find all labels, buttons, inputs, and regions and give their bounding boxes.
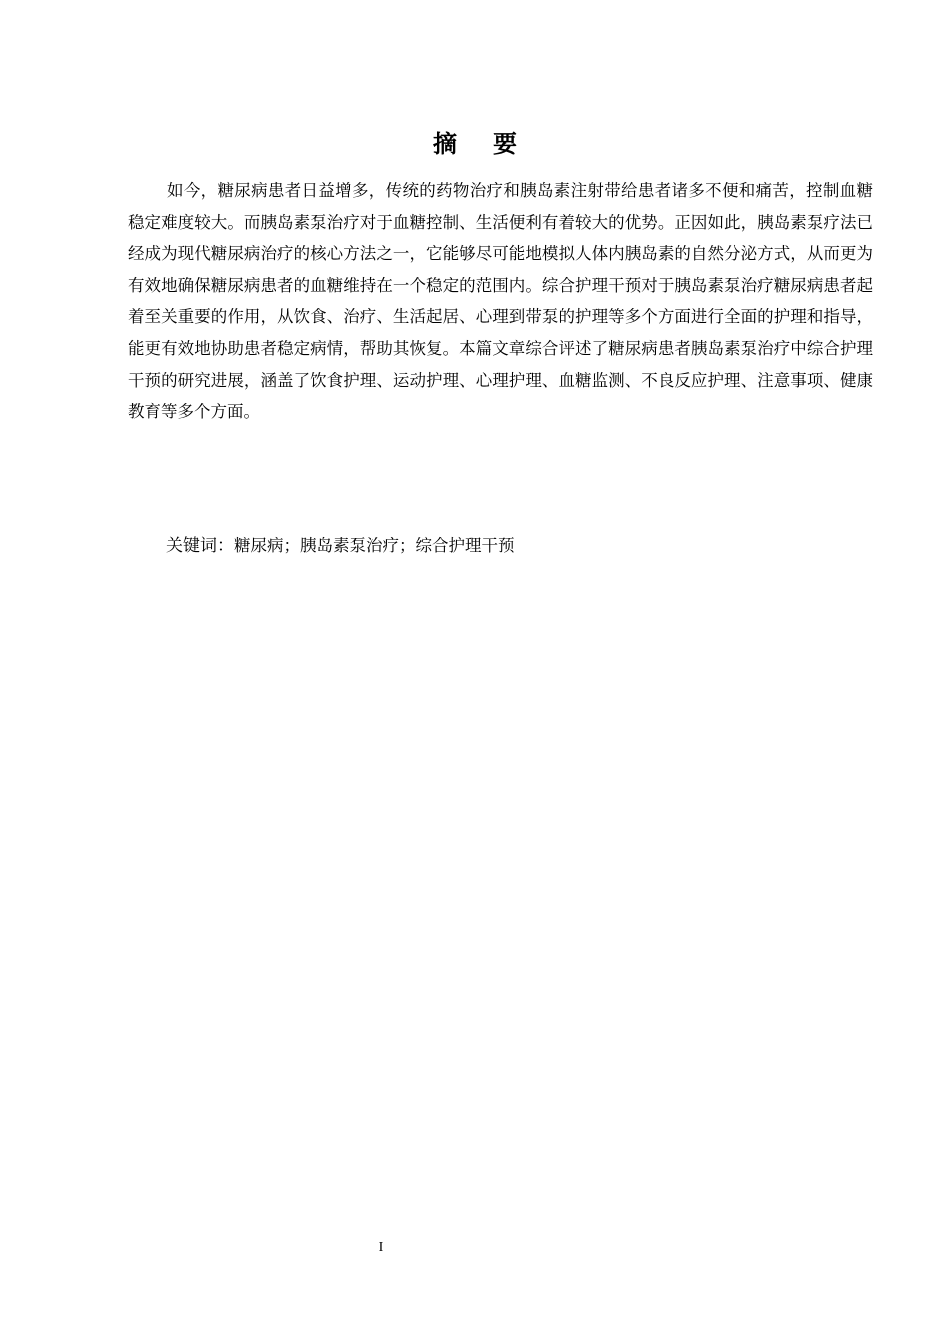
- keywords-value: 糖尿病；胰岛素泵治疗；综合护理干预: [234, 536, 515, 555]
- keywords-label: 关键词：: [166, 536, 234, 556]
- abstract-body: 如今，糖尿病患者日益增多，传统的药物治疗和胰岛素注射带给患者诸多不便和痛苦，控制血糖稳定难度较大。而胰岛素泵治疗对于血糖控制、生活便利有着较大的优势。正因如此，胰岛素泵疗法已经成为现代糖尿病治疗的核心方法之一，它能够尽可能地模拟人体内胰岛素的自然分泌方式，从而更为有效地确保糖尿病患者的血糖维持在一个稳定的范围内。综合护理干预对于胰岛素泵治疗糖尿病患者起着至关重要的作用，从饮食、治疗、生活起居、心理到带泵的护理等多个方面进行全面的护理和指导，能更有效地协助患者稳定病情，帮助其恢复。本篇文章综合评述了糖尿病患者胰岛素泵治疗中综合护理干预的研究进展，涵盖了饮食护理、运动护理、心理护理、血糖监测、不良反应护理、注意事项、健康教育等多个方面。: [128, 181, 873, 422]
- abstract-title: 摘要: [433, 130, 553, 158]
- page-number: I: [378, 1240, 384, 1255]
- keywords-line: [166, 532, 515, 560]
